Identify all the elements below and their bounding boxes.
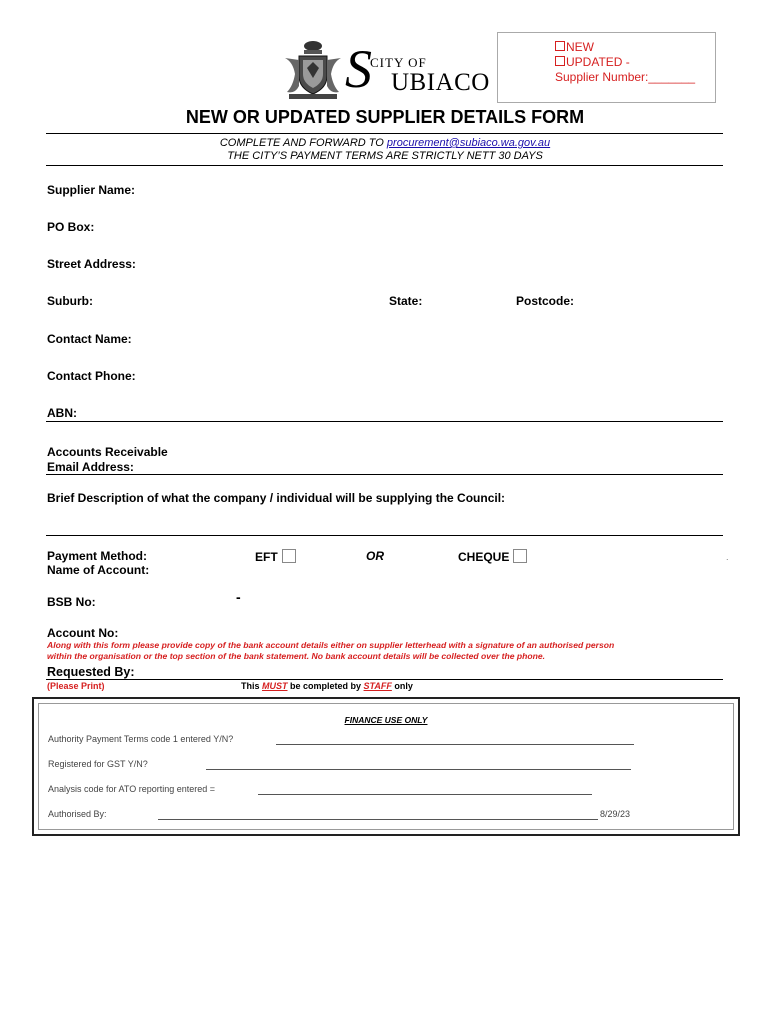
email-line	[46, 474, 723, 475]
authorised-label: Authorised By:	[48, 809, 107, 819]
eft-checkbox[interactable]	[282, 549, 296, 563]
city-logo	[283, 38, 493, 100]
supplier-number: Supplier Number:_______	[555, 70, 696, 84]
gst-line	[206, 769, 631, 770]
ato-label: Analysis code for ATO reporting entered =	[48, 784, 216, 794]
requested-line	[46, 679, 723, 680]
po-box-label: PO Box:	[47, 220, 95, 234]
divider	[46, 133, 723, 134]
logo-small-text: CITY OF	[370, 55, 427, 70]
or-label: OR	[366, 549, 384, 563]
contact-phone-label: Contact Phone:	[47, 369, 136, 383]
cheque-checkbox[interactable]	[513, 549, 527, 563]
finance-date: 8/29/23	[600, 809, 631, 819]
bsb-dash: -	[236, 589, 241, 605]
stray-dot: .	[726, 552, 729, 562]
staff-note: This MUST be completed by STAFF only	[241, 681, 413, 691]
brief-description-label: Brief Description of what the company / individual will be supplying the Council:	[47, 491, 506, 505]
page-title: NEW OR UPDATED SUPPLIER DETAILS FORM	[185, 107, 585, 127]
name-of-account-label: Name of Account:	[47, 563, 150, 577]
abn-label: ABN:	[47, 406, 77, 420]
payment-method-label: Payment Method:	[47, 549, 148, 563]
status-box	[497, 32, 716, 103]
account-no-label: Account No:	[47, 626, 119, 640]
finance-heading: FINANCE USE ONLY	[344, 715, 428, 725]
postcode-label: Postcode:	[516, 294, 575, 308]
suburb-label: Suburb:	[47, 294, 93, 308]
street-address-label: Street Address:	[47, 257, 136, 271]
contact-name-label: Contact Name:	[47, 332, 132, 346]
authority-label: Authority Payment Terms code 1 entered Y/N?	[48, 734, 234, 744]
requested-by-label: Requested By:	[47, 665, 135, 679]
ato-line	[258, 794, 592, 795]
bank-details-note: Along with this form please provide copy of the bank account details either on supplier letterhead with a signature of an authorised person within the organisation or the top section of the bank statement. No bank account details will be collected over the phone.	[47, 640, 615, 661]
procurement-email-link[interactable]: procurement@subiaco.wa.gov.au	[386, 137, 551, 149]
supplier-name-label: Supplier Name:	[47, 183, 136, 197]
authorised-line	[158, 819, 598, 820]
accounts-receivable-label: Accounts Receivable Email Address:	[47, 445, 168, 474]
gst-label: Registered for GST Y/N?	[48, 759, 148, 769]
bsb-label: BSB No:	[47, 595, 96, 609]
instructions: COMPLETE AND FORWARD TO procurement@subiaco.wa.gov.au THE CITY’S PAYMENT TERMS ARE STRICTLY NETT 30 DAYS	[219, 137, 551, 162]
logo-name: UBIACO	[391, 69, 490, 96]
abn-line	[46, 421, 723, 422]
logo-initial: S	[345, 39, 372, 99]
eft-option[interactable]: EFT	[255, 549, 296, 564]
description-line	[46, 535, 723, 536]
crest-icon	[283, 38, 343, 100]
new-option[interactable]: NEW	[555, 40, 695, 55]
state-label: State:	[389, 294, 423, 308]
please-print-note: (Please Print)	[47, 681, 105, 691]
divider	[46, 165, 723, 166]
updated-option[interactable]: UPDATED -	[555, 55, 695, 70]
finance-use-box	[32, 697, 740, 836]
authority-line	[276, 744, 634, 745]
cheque-option[interactable]: CHEQUE	[458, 549, 527, 564]
checkbox-icon	[555, 56, 565, 66]
checkbox-icon	[555, 41, 565, 51]
